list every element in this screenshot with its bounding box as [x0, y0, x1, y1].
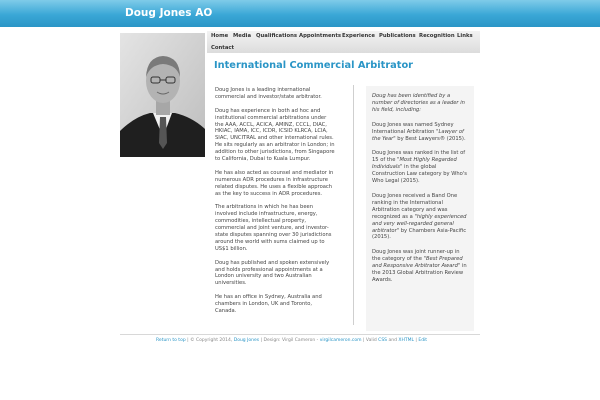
sidebar-item: [372, 122, 468, 143]
sidebar-item-text: " by Best Lawyers® (2015).: [393, 135, 466, 142]
sidebar-item-text: " in the global Construction Law category by Who's Who Legal (2015).: [372, 164, 467, 185]
paragraph-intro: Doug Jones is a leading international commercial and investor/state arbitrator.: [215, 87, 322, 100]
designer-link[interactable]: virgilcameron.com: [319, 338, 362, 343]
column-divider: [353, 85, 354, 325]
copyright-text: | © Copyright 2014,: [185, 338, 234, 343]
nav-item-appointments[interactable]: Appointments: [299, 33, 342, 39]
sidebar-item-text: Doug Jones was ranked in the list of 15 of the ": [372, 150, 466, 164]
nav-item-home[interactable]: Home: [211, 33, 229, 39]
nav-item-qualifications[interactable]: Qualifications: [256, 33, 298, 39]
nav-item-experience[interactable]: Experience: [342, 33, 375, 39]
nav-item-publications[interactable]: Publications: [379, 33, 416, 39]
xhtml-link[interactable]: XHTML: [398, 338, 414, 343]
sidebar-item-text: Doug Jones was joint runner-up in the category of the ": [372, 249, 460, 263]
valid-text: | Valid: [361, 338, 379, 343]
portrait-photo: [120, 33, 205, 157]
sidebar-item-award: Most Highly Regarded Individuals: [372, 157, 457, 171]
sidebar-item-text: " in the 2013 Global Arbitration Review Awards.: [372, 263, 467, 283]
paragraph-counsel: He has also acted as counsel and mediator in numerous ADR procedures in infrastructure related disputes. He uses a flexible approach as the key to success in ADR procedures.: [215, 169, 334, 197]
site-header: [0, 0, 600, 27]
owner-link[interactable]: Doug Jones: [233, 338, 260, 343]
site-title-link[interactable]: Doug Jones AO: [125, 7, 213, 19]
paragraph-publications: Doug has published and spoken extensively and holds professional appointments at a London university and two Australian universities.: [215, 259, 330, 287]
sidebar-item-award: Lawyer of the Year: [372, 128, 464, 142]
nav-item-recognition[interactable]: Recognition: [419, 33, 455, 39]
page-title: International Commercial Arbitrator: [214, 60, 414, 71]
nav-item-links[interactable]: Links: [457, 33, 473, 39]
main-nav: [207, 31, 480, 53]
return-to-top-link[interactable]: Return to top: [156, 338, 186, 343]
paragraph-offices: He has an office in Sydney, Australia and chambers in London, UK and Toronto, Canada.: [215, 294, 322, 314]
footer-divider: [120, 334, 480, 335]
portrait-image: [120, 33, 205, 157]
sidebar-item: [372, 193, 468, 241]
separator-text: |: [413, 338, 419, 343]
nav-item-media[interactable]: Media: [233, 33, 252, 39]
and-text: and: [387, 338, 399, 343]
sidebar-item-text: Doug Jones received a Band One ranking in the International Arbitration category and was recognized as a ": [372, 192, 458, 220]
site-footer: [156, 338, 456, 343]
design-text: | Design: Virgil Cameron -: [259, 338, 320, 343]
edit-link[interactable]: Edit: [418, 338, 428, 343]
sidebar-intro: Doug has been identified by a number of directories as a leader in his field, including:: [372, 93, 465, 113]
main-content: [215, 87, 335, 322]
sidebar-item-text: " by Chambers Asia-Pacific (2015).: [372, 227, 467, 241]
sidebar-item: [372, 249, 468, 284]
paragraph-arbitrations: The arbitrations in which he has been involved include infrastructure, energy, commodities, intellectual property, commercial and joint venture, and investor-state disputes spanning over 30 jurisdictions around the world with sums claimed up to US$1 billion.: [215, 204, 332, 252]
sidebar-item-text: Doug Jones was named Sydney International Arbitration ": [372, 121, 454, 135]
sidebar-item: [372, 150, 468, 185]
paragraph-experience: Doug has experience in both ad hoc and institutional commercial arbitrations under the AAA, ACCL, ACICA, AMINZ, CCCL, DIAC, HKIAC, IAMA, ICC, ICDR, ICSID KLRCA, LCIA, SIAC, UNCITRAL and other international rules. He sits regularly as an arbitrator in London; in addition to other jurisdictions, from Singapore to California, Dubai to Kuala Lumpur.: [215, 107, 335, 163]
recognition-sidebar: [366, 86, 474, 331]
css-link[interactable]: CSS: [378, 338, 388, 343]
nav-item-contact[interactable]: Contact: [211, 45, 235, 51]
sidebar-item-award: highly experienced and very well-regarded general arbitrator: [372, 213, 467, 234]
sidebar-item-award: Best Prepared and Responsive Arbitrator Award: [372, 256, 463, 270]
